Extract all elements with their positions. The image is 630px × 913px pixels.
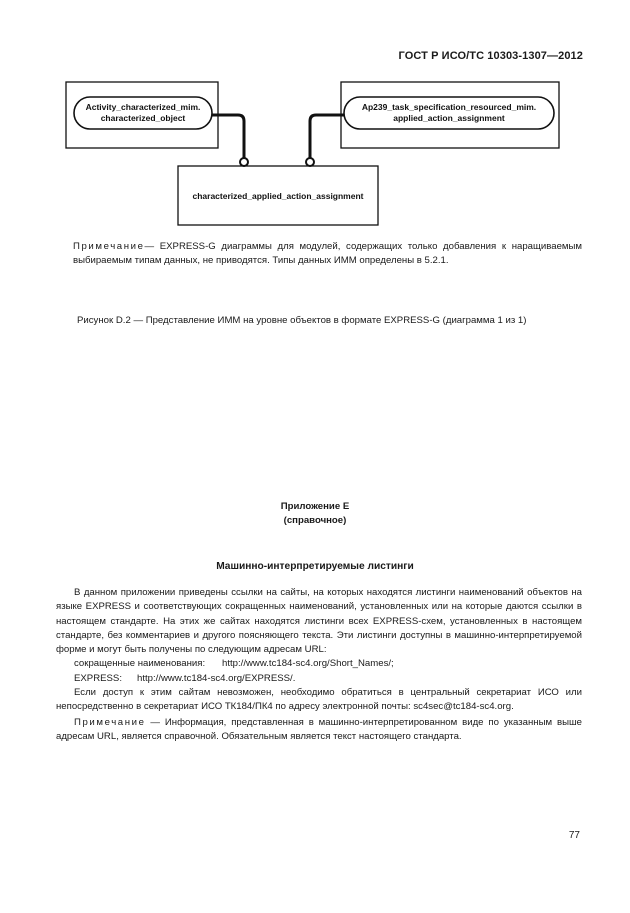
note2-text: — Информация, представленная в машинно-интерпретированном виде по указанным выше адресам URL, является справочной. Обязательным является текст настоящего стандарта. (56, 717, 582, 743)
note-text: — EXPRESS-G диаграммы для модулей, содержащих только добавления к наращиваемым выбираемым типам данных, не приводятся. Типы данных ИММ определены в 5.2.1. (73, 241, 582, 267)
left-entity-line2: characterized_object (100, 113, 186, 123)
section-title: Машинно-интерпретируемые листинги (216, 561, 414, 572)
right-entity-line1: Ap239_task_specification_resourced_mim. (361, 102, 537, 112)
left-relation-end-circle (240, 158, 248, 166)
page-number: 77 (568, 830, 580, 841)
section-body (56, 586, 582, 715)
diagram-note (73, 240, 582, 269)
left-relation-line (212, 115, 244, 158)
note2-label: Примечание (74, 717, 146, 728)
left-entity-line1: Activity_characterized_mim. (85, 102, 201, 112)
url-label-express: EXPRESS: (74, 672, 122, 684)
figure-caption: Рисунок D.2 — Представление ИММ на уровне объектов в формате EXPRESS-G (диаграмма 1 из 1) (77, 315, 527, 326)
right-relation-line (310, 115, 344, 158)
url-row-short-names (56, 657, 582, 671)
appendix-heading (0, 500, 630, 527)
url-row-express (56, 672, 582, 686)
appendix-subtitle: (справочное) (283, 514, 347, 526)
section-paragraph-2: Если доступ к этим сайтам невозможен, необходимо обратиться в центральный секретариат ИСО или непосредственно в секретариат ИСО ТК184/ПК4 по адресу электронной почты: sc4sec@tc184-sc4.org. (56, 687, 582, 713)
url-express[interactable]: http://www.tc184-sc4.org/EXPRESS/. (137, 672, 296, 684)
appendix-title: Приложение E (280, 501, 350, 512)
url-label-short-names: сокращенные наименования: (74, 658, 206, 670)
express-g-diagram (0, 0, 630, 230)
right-relation-end-circle (306, 158, 314, 166)
url-short-names[interactable]: http://www.tc184-sc4.org/Short_Names/; (222, 658, 394, 670)
document-header: ГОСТ Р ИСО/ТС 10303-1307—2012 (398, 50, 583, 62)
right-entity-line2: applied_action_assignment (393, 113, 505, 123)
bottom-entity-label: characterized_applied_action_assignment (192, 191, 364, 201)
note-label: Примечание (73, 241, 145, 252)
section-paragraph-1: В данном приложении приведены ссылки на сайты, на которых находятся листинги наименований объектов на языке EXPRESS и соответствующих сокращенных наименований, установленных или на которые даются ссылки в настоящем стандарте. На этих же сайтах находятся листинги всех EXPRESS-схем, установленных в настоящем стандарте, без комментариев и другого поясняющего текста. Эти листинги доступны в машинно-интерпретируемой форме и могут быть получены по следующим адресам URL: (56, 587, 582, 656)
section-note (56, 716, 582, 745)
